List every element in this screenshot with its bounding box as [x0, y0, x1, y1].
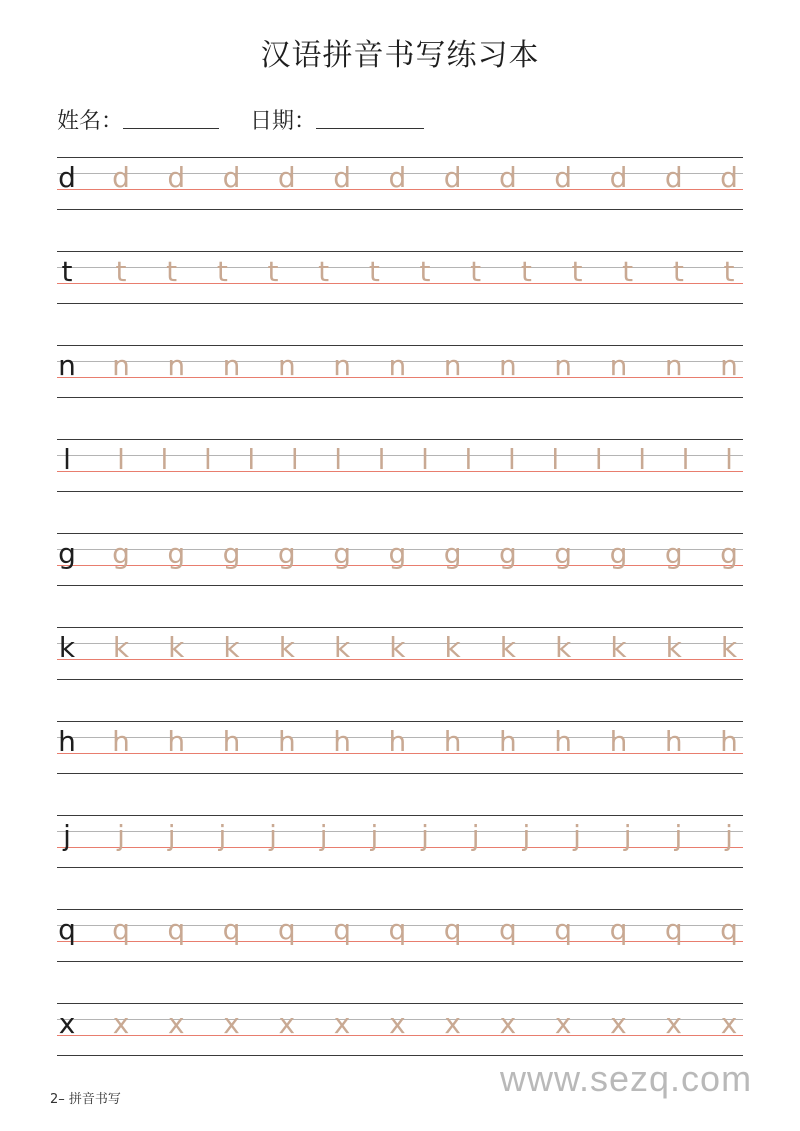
trace-letter-t: t: [470, 255, 482, 288]
trace-letter-k: k: [223, 631, 240, 664]
trace-letter-x: x: [278, 1007, 296, 1040]
date-field: [250, 104, 424, 134]
trace-letter-l: l: [638, 443, 647, 476]
trace-letter-n: n: [167, 349, 186, 382]
trace-letter-n: n: [222, 349, 241, 382]
trace-letter-n: n: [609, 349, 628, 382]
trace-letter-x: x: [112, 1007, 130, 1040]
trace-letter-g: g: [112, 537, 130, 570]
practice-row-d[interactable]: [57, 157, 743, 211]
guide-line: [57, 397, 743, 398]
page-number: 2– 拼音书写: [50, 1092, 121, 1107]
trace-letter-q: q: [609, 913, 628, 946]
trace-letter-h: h: [443, 725, 462, 758]
trace-letter-t: t: [571, 255, 583, 288]
trace-letter-h: h: [222, 725, 241, 758]
trace-letter-x: x: [665, 1007, 682, 1040]
trace-letter-x: x: [389, 1007, 406, 1040]
trace-letter-g: g: [167, 537, 186, 570]
guide-line: [57, 867, 743, 868]
model-letter-t: t: [61, 255, 73, 288]
trace-letter-n: n: [333, 349, 351, 382]
trace-letter-j: j: [725, 819, 733, 852]
trace-letter-h: h: [167, 725, 186, 758]
trace-letter-n: n: [388, 349, 407, 382]
trace-letter-t: t: [166, 255, 178, 288]
model-letter-q: q: [58, 913, 76, 946]
practice-row-h[interactable]: [57, 721, 743, 775]
trace-letter-t: t: [723, 255, 735, 288]
trace-letter-t: t: [368, 255, 380, 288]
trace-letter-t: t: [520, 255, 532, 288]
guide-line: [57, 1055, 743, 1056]
trace-letter-l: l: [507, 443, 516, 476]
trace-letter-l: l: [247, 443, 256, 476]
practice-row-l[interactable]: [57, 439, 743, 493]
trace-letter-n: n: [554, 349, 573, 382]
trace-letter-g: g: [443, 537, 462, 570]
guide-line: [57, 439, 743, 440]
practice-row-t[interactable]: [57, 251, 743, 305]
trace-letter-l: l: [725, 443, 733, 476]
trace-letter-t: t: [672, 255, 684, 288]
trace-letter-l: l: [377, 443, 386, 476]
practice-row-q[interactable]: [57, 909, 743, 963]
trace-letter-d: d: [720, 161, 738, 194]
trace-letter-h: h: [499, 725, 517, 758]
guide-line: [57, 961, 743, 962]
name-field: [57, 104, 219, 134]
trace-letter-l: l: [551, 443, 560, 476]
trace-letter-k: k: [610, 631, 627, 664]
practice-row-g[interactable]: [57, 533, 743, 587]
trace-letter-x: x: [444, 1007, 461, 1040]
trace-letter-j: j: [167, 819, 176, 852]
trace-letter-q: q: [167, 913, 186, 946]
trace-letter-l: l: [160, 443, 169, 476]
date-blank[interactable]: [316, 108, 424, 129]
model-letter-x: x: [58, 1007, 76, 1040]
trace-letter-x: x: [167, 1007, 185, 1040]
trace-letter-q: q: [333, 913, 351, 946]
trace-letter-l: l: [290, 443, 299, 476]
name-blank[interactable]: [123, 108, 219, 129]
trace-letter-k: k: [168, 631, 185, 664]
trace-letter-x: x: [333, 1007, 351, 1040]
guide-line: [57, 209, 743, 210]
trace-letter-x: x: [499, 1007, 517, 1040]
trace-letter-t: t: [318, 255, 330, 288]
trace-letter-x: x: [610, 1007, 627, 1040]
trace-letter-j: j: [471, 819, 480, 852]
trace-letter-t: t: [419, 255, 431, 288]
trace-letter-n: n: [443, 349, 462, 382]
trace-letter-q: q: [277, 913, 296, 946]
trace-letter-j: j: [269, 819, 277, 852]
trace-letter-g: g: [554, 537, 573, 570]
guide-line: [57, 679, 743, 680]
trace-letter-k: k: [720, 631, 738, 664]
trace-letter-q: q: [388, 913, 407, 946]
trace-letter-k: k: [112, 631, 130, 664]
trace-letter-g: g: [333, 537, 351, 570]
trace-letter-d: d: [443, 161, 462, 194]
trace-letter-j: j: [522, 819, 531, 852]
trace-letter-d: d: [112, 161, 130, 194]
trace-letter-h: h: [388, 725, 407, 758]
trace-letter-x: x: [720, 1007, 738, 1040]
trace-letter-n: n: [112, 349, 130, 382]
trace-letter-k: k: [278, 631, 295, 664]
trace-letter-q: q: [664, 913, 683, 946]
trace-letter-h: h: [720, 725, 738, 758]
trace-letter-k: k: [389, 631, 406, 664]
guide-line: [57, 157, 743, 158]
trace-letter-j: j: [623, 819, 632, 852]
watermark: www.sezq.com: [500, 1058, 753, 1099]
trace-letter-d: d: [167, 161, 186, 194]
model-letter-g: g: [58, 537, 76, 570]
guide-line: [57, 909, 743, 910]
model-letter-n: n: [58, 349, 76, 382]
trace-letter-d: d: [499, 161, 517, 194]
trace-letter-l: l: [203, 443, 212, 476]
practice-row-j[interactable]: [57, 815, 743, 869]
trace-letter-k: k: [444, 631, 461, 664]
name-label: 姓名：: [57, 109, 124, 134]
trace-letter-d: d: [609, 161, 628, 194]
trace-letter-t: t: [267, 255, 279, 288]
trace-letter-k: k: [499, 631, 517, 664]
guide-line: [57, 815, 743, 816]
trace-letter-n: n: [664, 349, 683, 382]
trace-letter-l: l: [681, 443, 690, 476]
model-letter-k: k: [58, 631, 76, 664]
trace-letter-g: g: [222, 537, 241, 570]
trace-letter-j: j: [674, 819, 683, 852]
trace-letter-d: d: [388, 161, 407, 194]
practice-row-x[interactable]: [57, 1003, 743, 1057]
trace-letter-g: g: [277, 537, 296, 570]
trace-letter-n: n: [720, 349, 738, 382]
trace-letter-t: t: [622, 255, 634, 288]
trace-letter-j: j: [218, 819, 227, 852]
trace-letter-k: k: [555, 631, 572, 664]
trace-letter-t: t: [115, 255, 127, 288]
trace-letter-x: x: [223, 1007, 240, 1040]
guide-line: [57, 627, 743, 628]
trace-letter-g: g: [720, 537, 738, 570]
guide-line: [57, 1003, 743, 1004]
trace-letter-h: h: [664, 725, 683, 758]
guide-line: [57, 345, 743, 346]
guide-line: [57, 585, 743, 586]
trace-letter-h: h: [112, 725, 130, 758]
trace-letter-d: d: [333, 161, 351, 194]
trace-letter-q: q: [554, 913, 573, 946]
practice-row-n[interactable]: [57, 345, 743, 399]
model-letter-h: h: [58, 725, 76, 758]
trace-letter-d: d: [222, 161, 241, 194]
trace-letter-d: d: [277, 161, 296, 194]
trace-letter-q: q: [720, 913, 738, 946]
trace-letter-j: j: [319, 819, 328, 852]
trace-letter-x: x: [554, 1007, 572, 1040]
trace-letter-q: q: [112, 913, 130, 946]
trace-letter-l: l: [117, 443, 125, 476]
trace-letter-d: d: [664, 161, 683, 194]
trace-letter-n: n: [499, 349, 517, 382]
trace-letter-l: l: [594, 443, 603, 476]
trace-letter-q: q: [499, 913, 517, 946]
trace-letter-d: d: [554, 161, 573, 194]
model-letter-l: l: [63, 443, 71, 476]
trace-letter-g: g: [388, 537, 407, 570]
trace-letter-k: k: [665, 631, 682, 664]
trace-letter-g: g: [609, 537, 628, 570]
trace-letter-h: h: [333, 725, 351, 758]
trace-letter-q: q: [222, 913, 241, 946]
trace-letter-j: j: [117, 819, 125, 852]
trace-letter-n: n: [277, 349, 296, 382]
guide-line: [57, 251, 743, 252]
guide-line: [57, 721, 743, 722]
date-label: 日期：: [250, 109, 317, 134]
practice-row-k[interactable]: [57, 627, 743, 681]
trace-letter-h: h: [554, 725, 573, 758]
trace-letter-l: l: [334, 443, 343, 476]
page-title: 汉语拼音书写练习本: [260, 38, 540, 73]
trace-letter-l: l: [421, 443, 429, 476]
guide-line: [57, 773, 743, 774]
model-letter-d: d: [58, 161, 76, 194]
guide-line: [57, 533, 743, 534]
trace-letter-j: j: [421, 819, 429, 852]
guide-line: [57, 303, 743, 304]
trace-letter-t: t: [216, 255, 228, 288]
trace-letter-g: g: [664, 537, 683, 570]
trace-letter-h: h: [277, 725, 296, 758]
model-letter-j: j: [63, 819, 71, 852]
trace-letter-k: k: [333, 631, 351, 664]
trace-letter-g: g: [499, 537, 517, 570]
trace-letter-j: j: [573, 819, 581, 852]
guide-line: [57, 491, 743, 492]
trace-letter-q: q: [443, 913, 462, 946]
trace-letter-h: h: [609, 725, 628, 758]
trace-letter-j: j: [370, 819, 379, 852]
trace-letter-l: l: [464, 443, 473, 476]
